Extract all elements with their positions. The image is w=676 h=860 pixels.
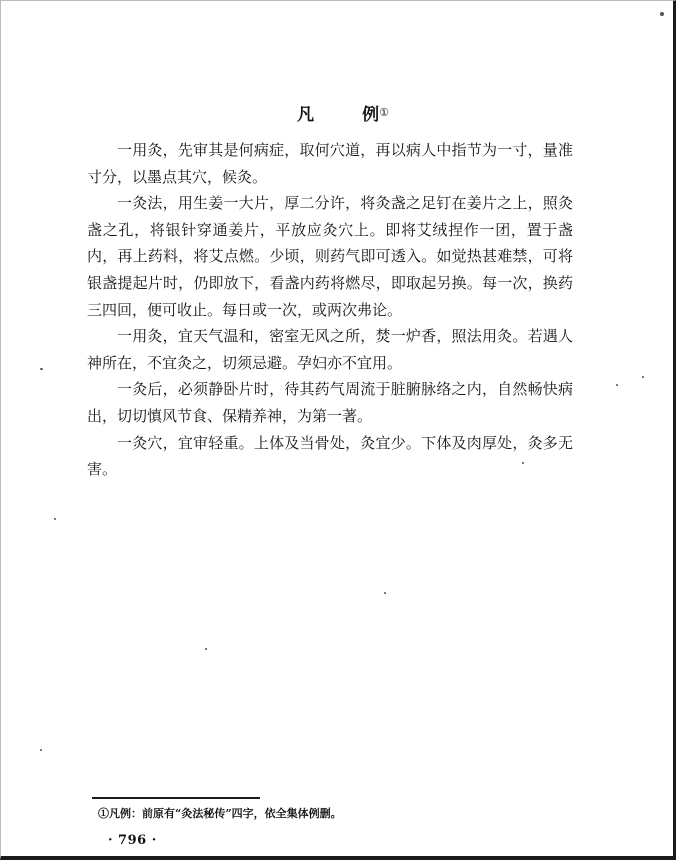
scan-speck [522,462,524,464]
title-char-1: 凡 [297,105,315,125]
scan-speck [660,12,664,16]
paragraph-3: 一用灸，宜天气温和，密室无风之所，焚一炉香，照法用灸。若遇人神所在，不宜灸之，切须忌避。孕妇亦不宜用。 [87,327,573,372]
footnote-rule [92,797,260,799]
scan-speck [384,592,386,594]
footnote: ①凡例：前原有“灸法秘传”四字，依全集体例删。 [98,807,342,820]
scan-speck [616,384,618,386]
paragraph-5: 一灸穴，宜审轻重。上体及当骨处，灸宜少。下体及肉厚处，灸多无害。 [87,433,573,479]
paragraph-2: 一灸法，用生姜一大片，厚二分许，将灸盏之足钉在姜片之上，照灸盏之孔，将银针穿通姜片，平放应灸穴上。即将艾绒捏作一团，置于盏内，再上药料，将艾点燃。少顷，则药气即可透入。如觉热甚难禁，可将银盏提起片时，仍即放下，看盏内药将燃尽，即取起另换。每一次，换药三四回，便可收止。每日或一次，或两次弗论。 [87,194,573,319]
scan-speck [40,368,43,370]
scan-speck [205,648,207,650]
scan-speck [642,376,644,378]
title-char-2: 例 [362,105,380,125]
body-text [87,137,573,483]
paragraph-4: 一灸后，必须静卧片时，待其药气周流于脏腑脉络之内，自然畅快病出，切切慎风节食、保精养神，为第一著。 [87,380,573,425]
title-footnote-marker: ① [379,106,389,119]
scan-speck [54,518,56,520]
paragraph-1: 一用灸，先审其是何病症，取何穴道，再以病人中指节为一寸，量准寸分，以墨点其穴，候灸。 [87,141,573,186]
page-number: · 796 · [108,833,157,848]
scan-speck [40,749,42,751]
page-title [0,103,676,127]
